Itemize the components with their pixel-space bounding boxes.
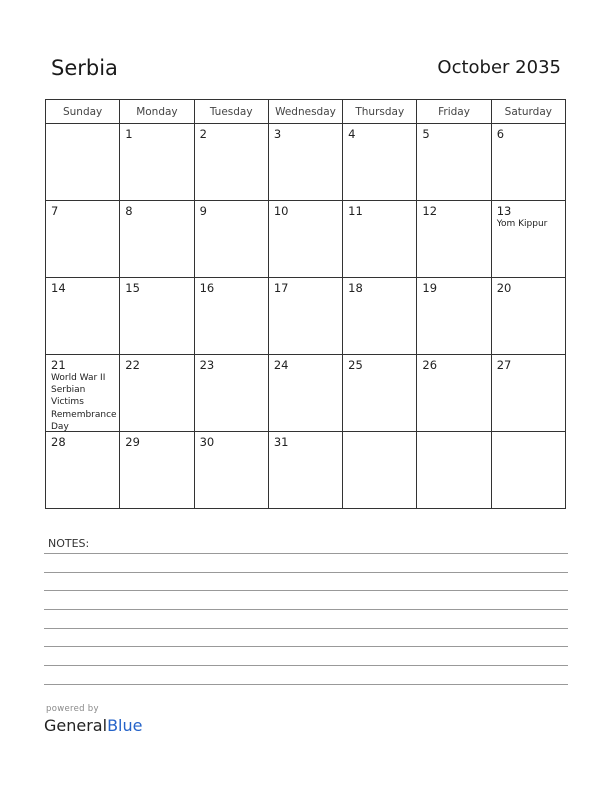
day-cell	[491, 124, 565, 201]
generalblue-logo	[44, 716, 142, 735]
week-row	[46, 355, 566, 432]
note-line	[44, 609, 568, 610]
week-row	[46, 432, 566, 509]
note-line	[44, 590, 568, 591]
day-number: 14	[51, 281, 66, 295]
day-cell	[194, 201, 268, 278]
day-cell	[343, 124, 417, 201]
note-line	[44, 646, 568, 647]
day-cell	[194, 355, 268, 432]
weekday-header: Tuesday	[194, 100, 268, 124]
day-number: 17	[273, 281, 289, 295]
day-cell	[46, 124, 120, 201]
day-cell	[194, 278, 268, 355]
day-number: 7	[51, 204, 59, 218]
week-row	[46, 278, 566, 355]
holiday-label: World War II Serbian Victims Remembrance Day	[51, 373, 117, 432]
day-cell	[417, 124, 491, 201]
day-number: 9	[199, 204, 207, 218]
day-number: 5	[422, 127, 430, 141]
day-number: 8	[125, 204, 133, 218]
day-cell	[343, 278, 417, 355]
day-number: 23	[199, 358, 215, 372]
day-number: 31	[273, 435, 289, 449]
note-line	[44, 665, 568, 666]
day-number: 29	[125, 435, 140, 449]
day-cell	[491, 432, 565, 509]
day-cell	[46, 355, 120, 432]
day-number: 2	[199, 127, 207, 141]
day-cell	[491, 278, 565, 355]
brand-blue-text: Blue	[107, 716, 143, 735]
week-row	[46, 201, 566, 278]
day-cell	[491, 201, 565, 278]
day-cell	[268, 124, 342, 201]
day-number: 10	[273, 204, 289, 218]
day-cell	[46, 201, 120, 278]
day-number: 15	[125, 281, 140, 295]
day-number: 18	[348, 281, 363, 295]
day-cell	[120, 124, 194, 201]
weekday-header: Thursday	[343, 100, 417, 124]
day-number: 25	[348, 358, 363, 372]
day-cell	[268, 432, 342, 509]
day-cell	[417, 355, 491, 432]
note-line	[44, 553, 568, 554]
day-number: 27	[496, 358, 512, 372]
day-number: 4	[348, 127, 356, 141]
day-number: 12	[422, 204, 438, 218]
day-number: 11	[348, 204, 363, 218]
calendar-grid	[45, 99, 566, 509]
day-cell	[120, 355, 194, 432]
day-cell	[343, 432, 417, 509]
day-cell	[491, 355, 565, 432]
weekday-header: Sunday	[46, 100, 120, 124]
day-cell	[268, 201, 342, 278]
holiday-label: Yom Kippur	[496, 219, 548, 229]
day-cell	[194, 124, 268, 201]
day-cell	[46, 432, 120, 509]
day-cell	[343, 355, 417, 432]
weekday-header: Saturday	[491, 100, 565, 124]
calendar-country-title: Serbia	[51, 56, 118, 80]
note-line	[44, 572, 568, 573]
day-cell	[194, 432, 268, 509]
day-number: 13	[496, 204, 512, 218]
week-row	[46, 124, 566, 201]
day-number: 20	[496, 281, 512, 295]
day-number: 16	[199, 281, 215, 295]
day-cell	[120, 432, 194, 509]
day-number: 21	[51, 358, 66, 372]
notes-label: NOTES:	[48, 537, 90, 550]
note-line	[44, 628, 568, 629]
weekday-header: Wednesday	[268, 100, 342, 124]
day-number: 1	[125, 127, 133, 141]
day-cell	[268, 355, 342, 432]
day-number: 24	[273, 358, 289, 372]
weekday-header: Monday	[120, 100, 194, 124]
day-cell	[417, 432, 491, 509]
weekday-header: Friday	[417, 100, 491, 124]
day-number: 6	[496, 127, 505, 141]
day-cell	[46, 278, 120, 355]
brand-general-text: General	[44, 716, 108, 735]
day-number: 19	[422, 281, 438, 295]
day-number: 22	[125, 358, 140, 372]
note-line	[44, 684, 568, 685]
day-cell	[343, 201, 417, 278]
day-cell	[417, 201, 491, 278]
day-number: 30	[199, 435, 215, 449]
day-cell	[417, 278, 491, 355]
powered-by-text: powered by	[46, 704, 99, 714]
day-cell	[120, 278, 194, 355]
day-cell	[268, 278, 342, 355]
day-number: 3	[273, 127, 282, 141]
day-number: 28	[51, 435, 66, 449]
calendar-month-title: October 2035	[437, 57, 561, 78]
weekday-header-row	[46, 100, 566, 124]
day-number: 26	[422, 358, 438, 372]
day-cell	[120, 201, 194, 278]
